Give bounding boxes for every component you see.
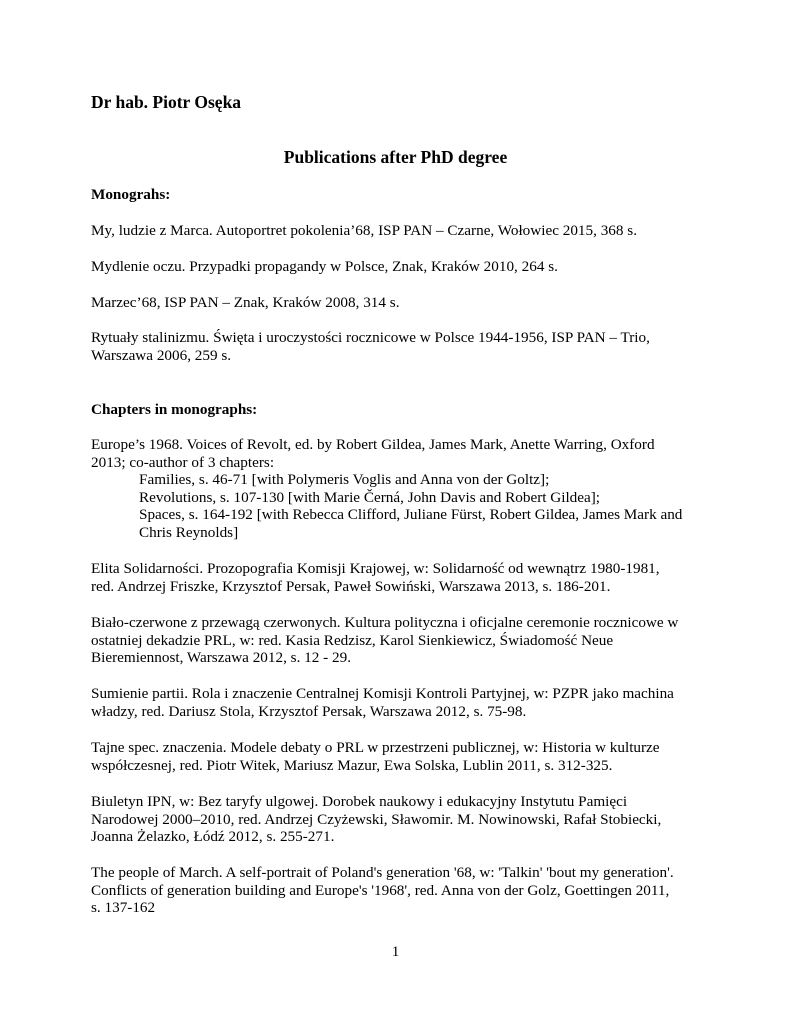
chapter-subitem: Chris Reynolds]: [139, 523, 239, 541]
entry-line: Joanna Żelazko, Łódź 2012, s. 255-271.: [91, 828, 335, 846]
author-name: Dr hab. Piotr Osęka: [91, 92, 242, 112]
chapter-subitem: Revolutions, s. 107-130 [with Marie Černá, John Davis and Robert Gildea];: [139, 488, 601, 506]
chapter-subitem: Families, s. 46-71 [with Polymeris Voglis and Anna von der Goltz];: [139, 471, 550, 489]
monograph-entry: [91, 329, 711, 364]
entry-line: Narodowej 2000–2010, red. Andrzej Czyżewski, Sławomir. M. Nowinowski, Rafał Stobiecki,: [91, 810, 662, 828]
entry-line: My, ludzie z Marca. Autoportret pokolenia’68, ISP PAN – Czarne, Wołowiec 2015, 368 s.: [91, 222, 637, 239]
entry-line: Mydlenie oczu. Przypadki propagandy w Polsce, Znak, Kraków 2010, 264 s.: [91, 258, 558, 275]
monographs-heading: Monograhs:: [91, 186, 171, 203]
monograph-entry: [91, 222, 711, 240]
chapter-entry: [91, 560, 711, 595]
entry-line: Elita Solidarności. Prozopografia Komisji Krajowej, w: Solidarność od wewnątrz 1980-1981,: [91, 560, 660, 577]
entry-line: współczesnej, red. Piotr Witek, Mariusz Mazur, Ewa Solska, Lublin 2011, s. 312-325.: [91, 756, 613, 774]
entry-line: s. 137-162: [91, 899, 156, 917]
chapter-entry: [91, 685, 711, 720]
entry-line: ostatniej dekadzie PRL, w: red. Kasia Redzisz, Karol Sienkiewicz, Świadomość Neue: [91, 631, 614, 649]
document-title: Publications after PhD degree: [283, 147, 508, 167]
entry-line: Conflicts of generation building and Europe's '1968', red. Anna von der Golz, Goettingen 2011,: [91, 881, 670, 899]
chapters-heading: Chapters in monographs:: [91, 401, 258, 418]
entry-line: Tajne spec. znaczenia. Modele debaty o PRL w przestrzeni publicznej, w: Historia w kulturze: [91, 739, 660, 756]
page-number: 1: [391, 943, 400, 960]
monograph-entry: [91, 294, 711, 312]
entry-line: Rytuały stalinizmu. Święta i uroczystości rocznicowe w Polsce 1944-1956, ISP PAN – Trio,: [91, 329, 650, 346]
entry-line: Sumienie partii. Rola i znaczenie Centralnej Komisji Kontroli Partyjnej, w: PZPR jako machina: [91, 685, 674, 702]
entry-line: Warszawa 2006, 259 s.: [91, 346, 232, 364]
chapter-entry: [91, 614, 711, 667]
entry-line: 2013; co-author of 3 chapters:: [91, 453, 275, 471]
entry-line: The people of March. A self-portrait of Poland's generation '68, w: 'Talkin' 'bout my generation'.: [91, 864, 674, 881]
entry-line: Biuletyn IPN, w: Bez taryfy ulgowej. Dorobek naukowy i edukacyjny Instytutu Pamięci: [91, 793, 628, 810]
chapter-entry: [91, 739, 711, 774]
chapter-entry: [91, 436, 711, 542]
entry-line: red. Andrzej Friszke, Krzysztof Persak, Paweł Sowiński, Warszawa 2013, s. 186-201.: [91, 577, 611, 595]
entry-line: Marzec’68, ISP PAN – Znak, Kraków 2008, 314 s.: [91, 294, 400, 311]
chapter-entry: [91, 864, 711, 917]
chapter-subitem: Spaces, s. 164-192 [with Rebecca Clifford, Juliane Fürst, Robert Gildea, James Mark and: [139, 506, 683, 524]
entry-line: Europe’s 1968. Voices of Revolt, ed. by Robert Gildea, James Mark, Anette Warring, Oxford: [91, 436, 655, 453]
entry-line: Bieremiennost, Warszawa 2012, s. 12 - 29.: [91, 649, 352, 667]
chapter-entry: [91, 793, 711, 846]
entry-line: Biało-czerwone z przewagą czerwonych. Kultura polityczna i oficjalne ceremonie rocznicowe w: [91, 614, 679, 631]
entry-line: władzy, red. Dariusz Stola, Krzysztof Persak, Warszawa 2012, s. 75-98.: [91, 702, 527, 720]
monograph-entry: [91, 258, 711, 276]
